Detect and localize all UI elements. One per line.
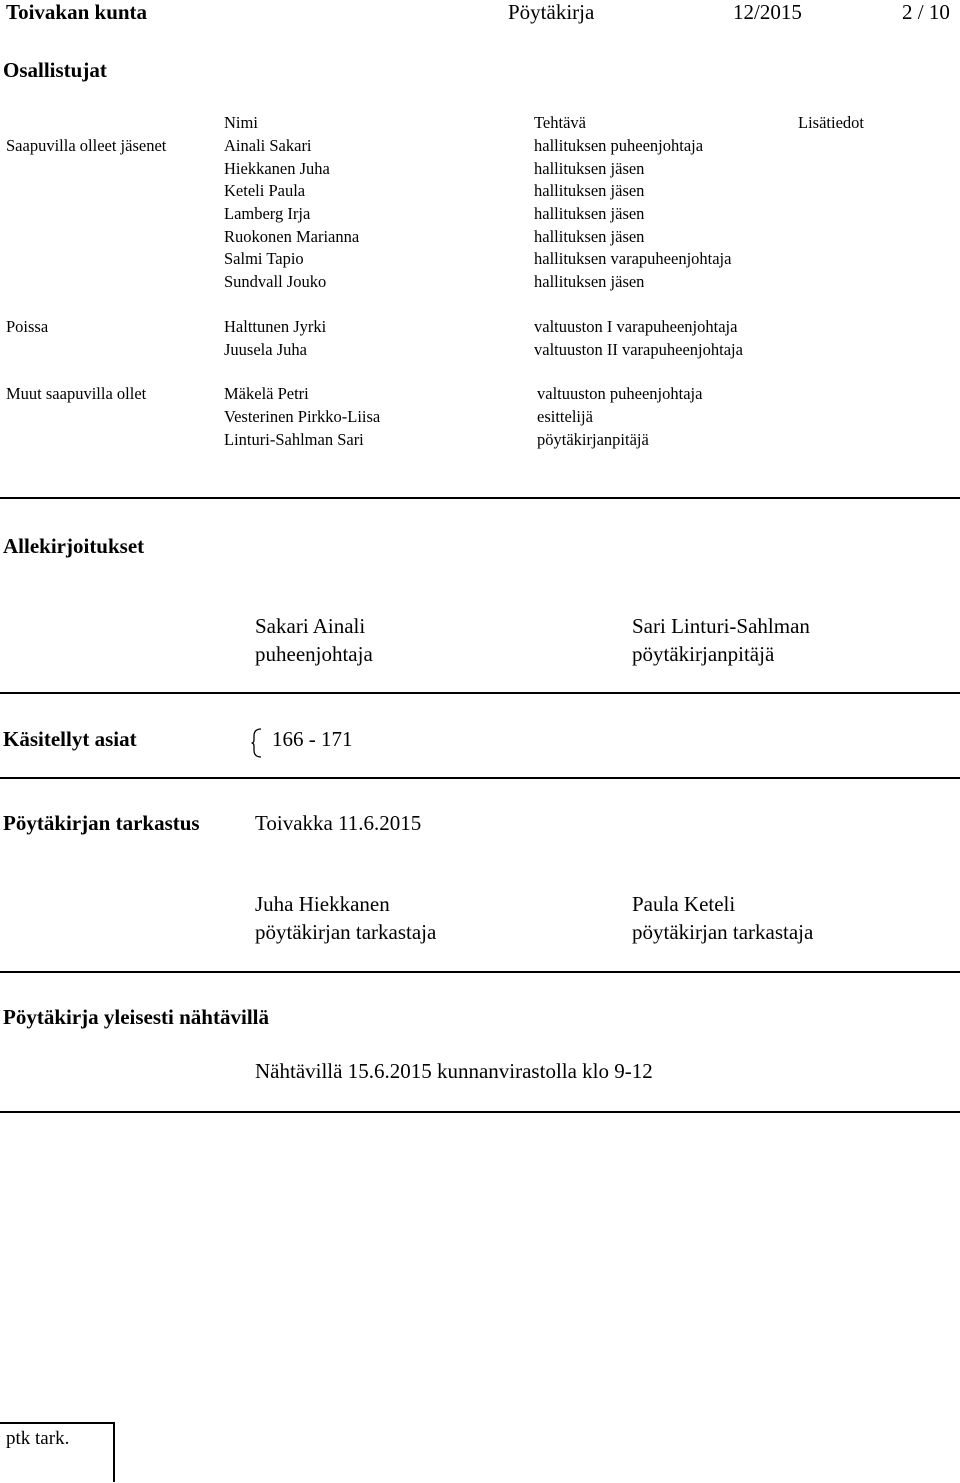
document-number: 12/2015 <box>733 0 802 24</box>
group-label-absent: Poissa <box>6 317 49 336</box>
page-number: 2 / 10 <box>902 0 950 24</box>
participant-name: Sundvall Jouko <box>224 272 327 291</box>
review-label: Pöytäkirjan tarkastus <box>3 811 200 835</box>
signatures-title: Allekirjoitukset <box>3 534 145 558</box>
section-divider <box>0 777 960 779</box>
chair-signature-title: puheenjohtaja <box>255 642 373 666</box>
section-divider <box>0 1111 960 1113</box>
municipality-name: Toivakan kunta <box>6 0 148 24</box>
public-display-label: Pöytäkirja yleisesti nähtävillä <box>3 1005 269 1029</box>
participant-name: Halttunen Jyrki <box>224 317 327 336</box>
column-header-name: Nimi <box>224 113 258 132</box>
reviewer-two-name: Paula Keteli <box>632 892 736 916</box>
participant-role: hallituksen jäsen <box>534 181 645 200</box>
section-divider <box>0 971 960 973</box>
group-label-present-members: Saapuvilla olleet jäsenet <box>6 136 167 155</box>
review-place-date: Toivakka 11.6.2015 <box>255 811 422 835</box>
public-display-info: Nähtävillä 15.6.2015 kunnanvirastolla klo 9-12 <box>255 1059 653 1083</box>
participants-title: Osallistujat <box>3 58 107 82</box>
participant-name: Hiekkanen Juha <box>224 159 330 178</box>
participant-role: hallituksen varapuheenjohtaja <box>534 249 732 268</box>
participant-name: Ruokonen Marianna <box>224 227 360 246</box>
participant-role: valtuuston II varapuheenjohtaja <box>534 340 743 359</box>
handled-items-range: 166 - 171 <box>272 727 353 751</box>
participant-role: hallituksen jäsen <box>534 227 645 246</box>
participant-role: valtuuston I varapuheenjohtaja <box>534 317 738 336</box>
participant-name: Linturi-Sahlman Sari <box>224 430 364 449</box>
participant-role: pöytäkirjanpitäjä <box>537 430 649 449</box>
participant-role: hallituksen jäsen <box>534 272 645 291</box>
document-type: Pöytäkirja <box>508 0 595 24</box>
secretary-signature-name: Sari Linturi-Sahlman <box>632 614 810 638</box>
column-header-role: Tehtävä <box>534 113 586 132</box>
participant-name: Ainali Sakari <box>224 136 312 155</box>
reviewer-one-name: Juha Hiekkanen <box>255 892 390 916</box>
participant-name: Mäkelä Petri <box>224 384 309 403</box>
participant-role: valtuuston puheenjohtaja <box>537 384 703 403</box>
participant-name: Vesterinen Pirkko-Liisa <box>224 407 381 426</box>
reviewer-two-title: pöytäkirjan tarkastaja <box>632 920 814 944</box>
secretary-signature-title: pöytäkirjanpitäjä <box>632 642 775 666</box>
group-label-others-present: Muut saapuvilla ollet <box>6 384 147 403</box>
reviewer-initials-label: ptk tark. <box>6 1428 70 1449</box>
reviewer-one-title: pöytäkirjan tarkastaja <box>255 920 437 944</box>
section-divider <box>0 497 960 499</box>
column-header-notes: Lisätiedot <box>798 113 864 132</box>
participant-role: esittelijä <box>537 407 593 426</box>
participant-name: Keteli Paula <box>224 181 306 200</box>
participant-name: Salmi Tapio <box>224 249 304 268</box>
participant-name: Lamberg Irja <box>224 204 311 223</box>
section-divider <box>0 692 960 694</box>
handled-items-label: Käsitellyt asiat <box>3 727 137 751</box>
chair-signature-name: Sakari Ainali <box>255 614 366 638</box>
participant-role: hallituksen puheenjohtaja <box>534 136 704 155</box>
participant-role: hallituksen jäsen <box>534 204 645 223</box>
participant-name: Juusela Juha <box>224 340 307 359</box>
section-bracket-icon <box>251 728 263 758</box>
participant-role: hallituksen jäsen <box>534 159 645 178</box>
